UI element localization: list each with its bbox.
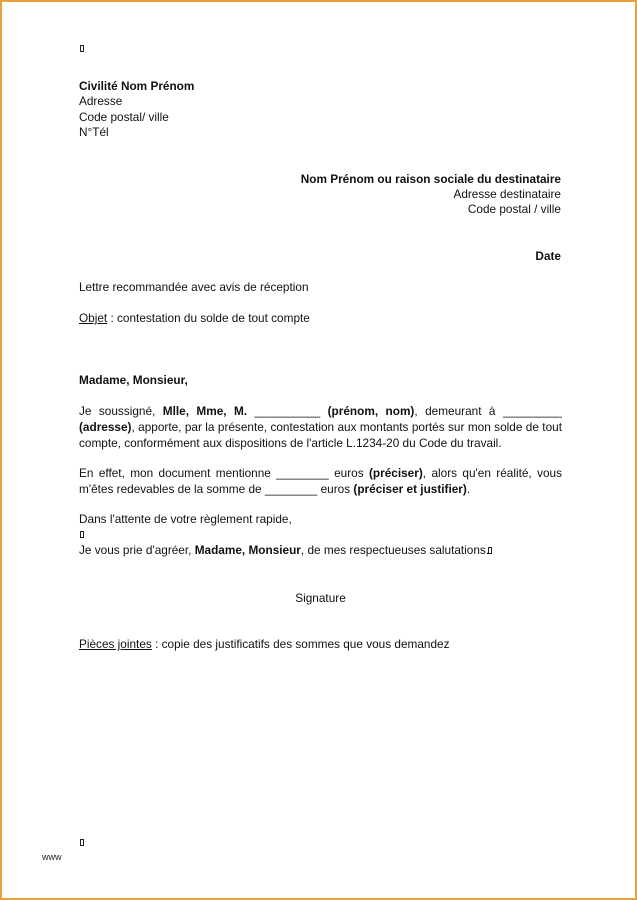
placeholder-glyph-icon [488, 547, 492, 554]
paragraph2-bold-2: (préciser et justifier) [353, 482, 467, 496]
paragraph2-text-2: , alors qu'en réalité, vous m'êtes redevables de la somme de ________ euros [79, 466, 562, 496]
sender-postal-city: Code postal/ ville [79, 110, 169, 124]
placeholder-glyph-icon [80, 839, 84, 846]
paragraph1-bold-3: (adresse) [79, 420, 132, 434]
paragraph-contestation [79, 403, 562, 451]
mail-type: Lettre recommandée avec avis de réception [79, 280, 309, 294]
paragraph1-text-4: , apporte, par la présente, contestation aux montants portés sur mon solde de tout compte, conformément aux dispositions de l'article L.1234-20 du Code du travail. [79, 420, 562, 450]
object-line [79, 311, 310, 327]
paragraph1-text-2: __________ [247, 404, 328, 418]
paragraph2-text-1: En effet, mon document mentionne ________ euros [79, 466, 369, 480]
paragraph-amounts [79, 465, 562, 497]
attachments-label: Pièces jointes [79, 637, 152, 651]
recipient-address: Adresse destinataire [453, 187, 561, 201]
paragraph1-bold-2: (prénom, nom) [327, 404, 415, 418]
attachments-line [79, 637, 450, 653]
closing2-text-1: Je vous prie d'agréer, [79, 543, 195, 557]
salutation: Madame, Monsieur, [79, 373, 188, 387]
paragraph1-text-3: , demeurant à _________ [414, 404, 562, 418]
closing2-bold: Madame, Monsieur [194, 543, 301, 557]
placeholder-glyph-icon [80, 531, 84, 538]
closing2-text-2: , de mes respectueuses salutations. [300, 543, 490, 557]
closing-line-2 [79, 543, 489, 559]
paragraph2-bold-1: (préciser) [369, 466, 423, 480]
date-label: Date [535, 249, 561, 263]
paragraph1-text-1: Je soussigné, [79, 404, 163, 418]
sender-address: Adresse [79, 94, 123, 108]
sender-phone: N°Tél [79, 125, 109, 139]
paragraph2-text-3: . [466, 482, 471, 496]
paragraph1-bold-1: Mlle, Mme, M. [162, 404, 248, 418]
sender-name: Civilité Nom Prénom [79, 79, 195, 93]
placeholder-glyph-icon [80, 45, 84, 52]
object-label: Objet [79, 311, 108, 325]
signature-label: Signature [295, 591, 346, 605]
footer-watermark: www [42, 852, 62, 862]
recipient-name: Nom Prénom ou raison sociale du destinataire [300, 172, 561, 186]
recipient-postal-city: Code postal / ville [467, 202, 561, 216]
attachments-text: : copie des justificatifs des sommes que vous demandez [151, 637, 450, 651]
object-text: : contestation du solde de tout compte [107, 311, 310, 325]
closing-line-1: Dans l'attente de votre règlement rapide, [79, 512, 292, 526]
